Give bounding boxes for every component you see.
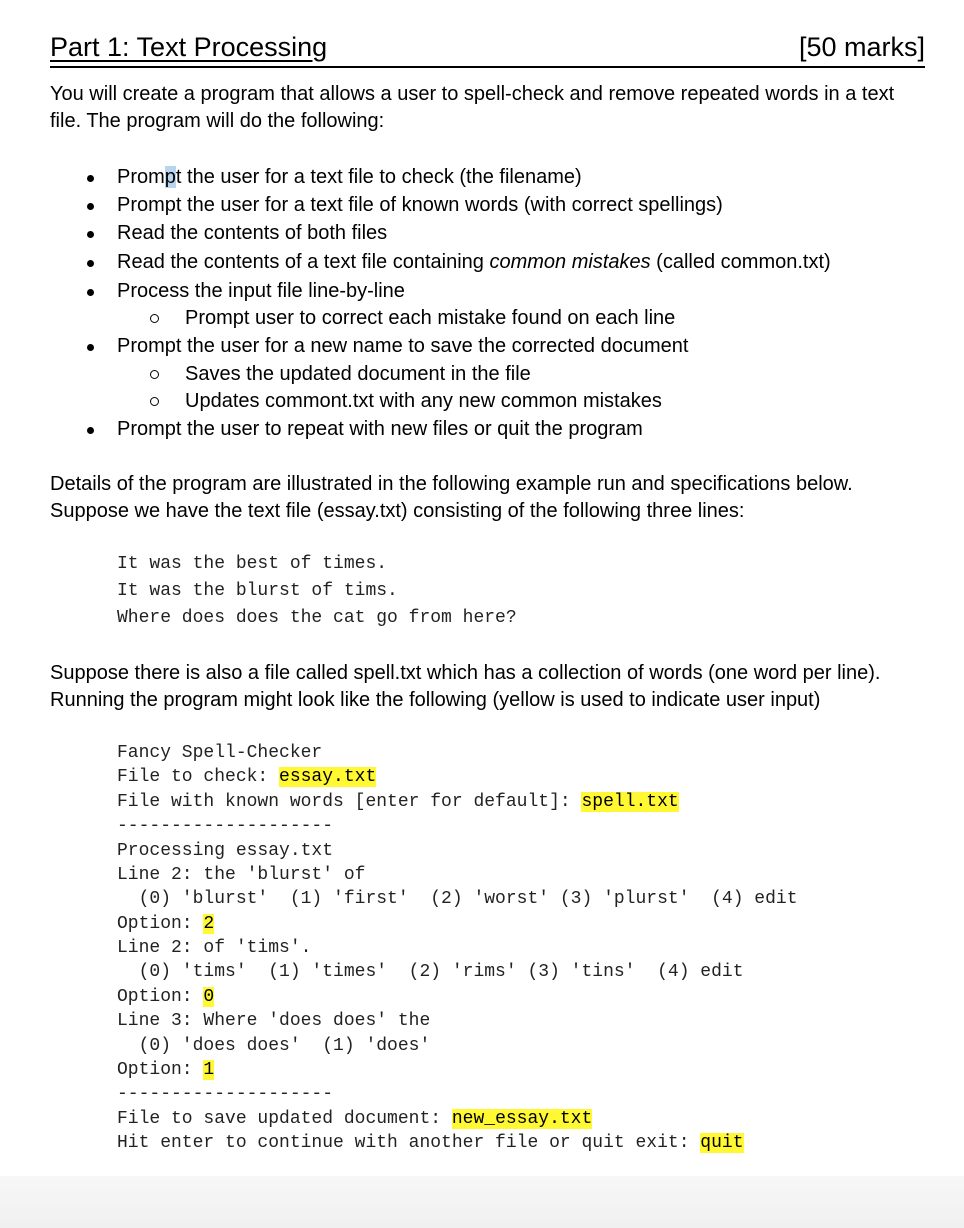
sub-list-item: Updates commont.txt with any new common mistakes xyxy=(185,388,662,415)
details-line-1: Details of the program are illustrated in the following example run and specifications below. xyxy=(50,473,853,495)
essay-line: Where does does the cat go from here? xyxy=(117,608,517,628)
run-line: Fancy Spell-Checker xyxy=(117,743,323,763)
run-line: Line 2: of 'tims'. xyxy=(117,938,312,958)
run-options: (0) 'tims' (1) 'times' (2) 'rims' (3) 'tins' (4) edit xyxy=(117,962,744,982)
run-line: Processing essay.txt xyxy=(117,841,334,861)
list-item: Prompt the user to repeat with new files or quit the program xyxy=(117,416,643,443)
bullet-icon xyxy=(87,175,94,182)
bullet-icon xyxy=(87,427,94,434)
spell-paragraph xyxy=(50,660,930,714)
sub-list-item: Saves the updated document in the file xyxy=(185,361,531,388)
list-item: Process the input file line-by-line xyxy=(117,278,405,305)
run-line: Line 2: the 'blurst' of xyxy=(117,865,366,885)
user-input: 2 xyxy=(203,914,215,934)
intro-paragraph xyxy=(50,81,930,135)
circle-bullet-icon xyxy=(150,397,159,406)
circle-bullet-icon xyxy=(150,370,159,379)
run-line: Option: 2 xyxy=(117,914,215,934)
intro-line-1: You will create a program that allows a user to spell-check and remove repeated words in a text xyxy=(50,83,895,105)
run-line: Hit enter to continue with another file or quit exit: quit xyxy=(117,1133,744,1153)
run-options: (0) 'does does' (1) 'does' xyxy=(117,1036,431,1056)
page-bottom-shade xyxy=(0,1176,964,1228)
list-item: Prompt the user for a new name to save the corrected document xyxy=(117,333,688,360)
bullet-icon xyxy=(87,344,94,351)
essay-line: It was the best of times. xyxy=(117,554,388,574)
list-item: Read the contents of both files xyxy=(117,220,387,247)
user-input: 0 xyxy=(203,987,215,1007)
run-line: File to check: essay.txt xyxy=(117,767,377,787)
essay-line: It was the blurst of tims. xyxy=(117,581,398,601)
run-options: (0) 'blurst' (1) 'first' (2) 'worst' (3) 'plurst' (4) edit xyxy=(117,889,798,909)
run-line: Line 3: Where 'does does' the xyxy=(117,1011,431,1031)
bullet-icon xyxy=(87,260,94,267)
bullet-icon xyxy=(87,289,94,296)
user-input: new_essay.txt xyxy=(451,1109,593,1129)
bullet-icon xyxy=(87,231,94,238)
separator: -------------------- xyxy=(117,1084,334,1104)
details-paragraph xyxy=(50,471,930,525)
run-line: File to save updated document: new_essay.txt xyxy=(117,1109,593,1129)
list-item: Prompt the user for a text file to check (the filename) xyxy=(117,164,582,191)
details-line-2: Suppose we have the text file (essay.txt) consisting of the following three lines: xyxy=(50,500,745,522)
user-input: 1 xyxy=(203,1060,215,1080)
run-line: Option: 0 xyxy=(117,987,215,1007)
user-input: essay.txt xyxy=(279,767,377,787)
user-input: spell.txt xyxy=(581,792,679,812)
list-item: Prompt the user for a text file of known words (with correct spellings) xyxy=(117,192,723,219)
text-cursor: p xyxy=(164,166,176,188)
intro-line-2: file. The program will do the following: xyxy=(50,110,385,132)
separator: -------------------- xyxy=(117,816,334,836)
run-line: File with known words [enter for default]: spell.txt xyxy=(117,792,679,812)
run-line: Option: 1 xyxy=(117,1060,215,1080)
section-title: Part 1: Text Processing xyxy=(50,32,328,62)
spell-line-1: Suppose there is also a file called spell.txt which has a collection of words (one word per line). xyxy=(50,662,881,684)
spell-line-2: Running the program might look like the following (yellow is used to indicate user input) xyxy=(50,689,821,711)
section-header xyxy=(50,30,925,68)
sub-list-item: Prompt user to correct each mistake found on each line xyxy=(185,305,675,332)
user-input: quit xyxy=(700,1133,744,1153)
list-item: Read the contents of a text file containing common mistakes (called common.txt) xyxy=(117,249,831,276)
marks-label: [50 marks] xyxy=(798,32,925,62)
circle-bullet-icon xyxy=(150,314,159,323)
bullet-icon xyxy=(87,203,94,210)
